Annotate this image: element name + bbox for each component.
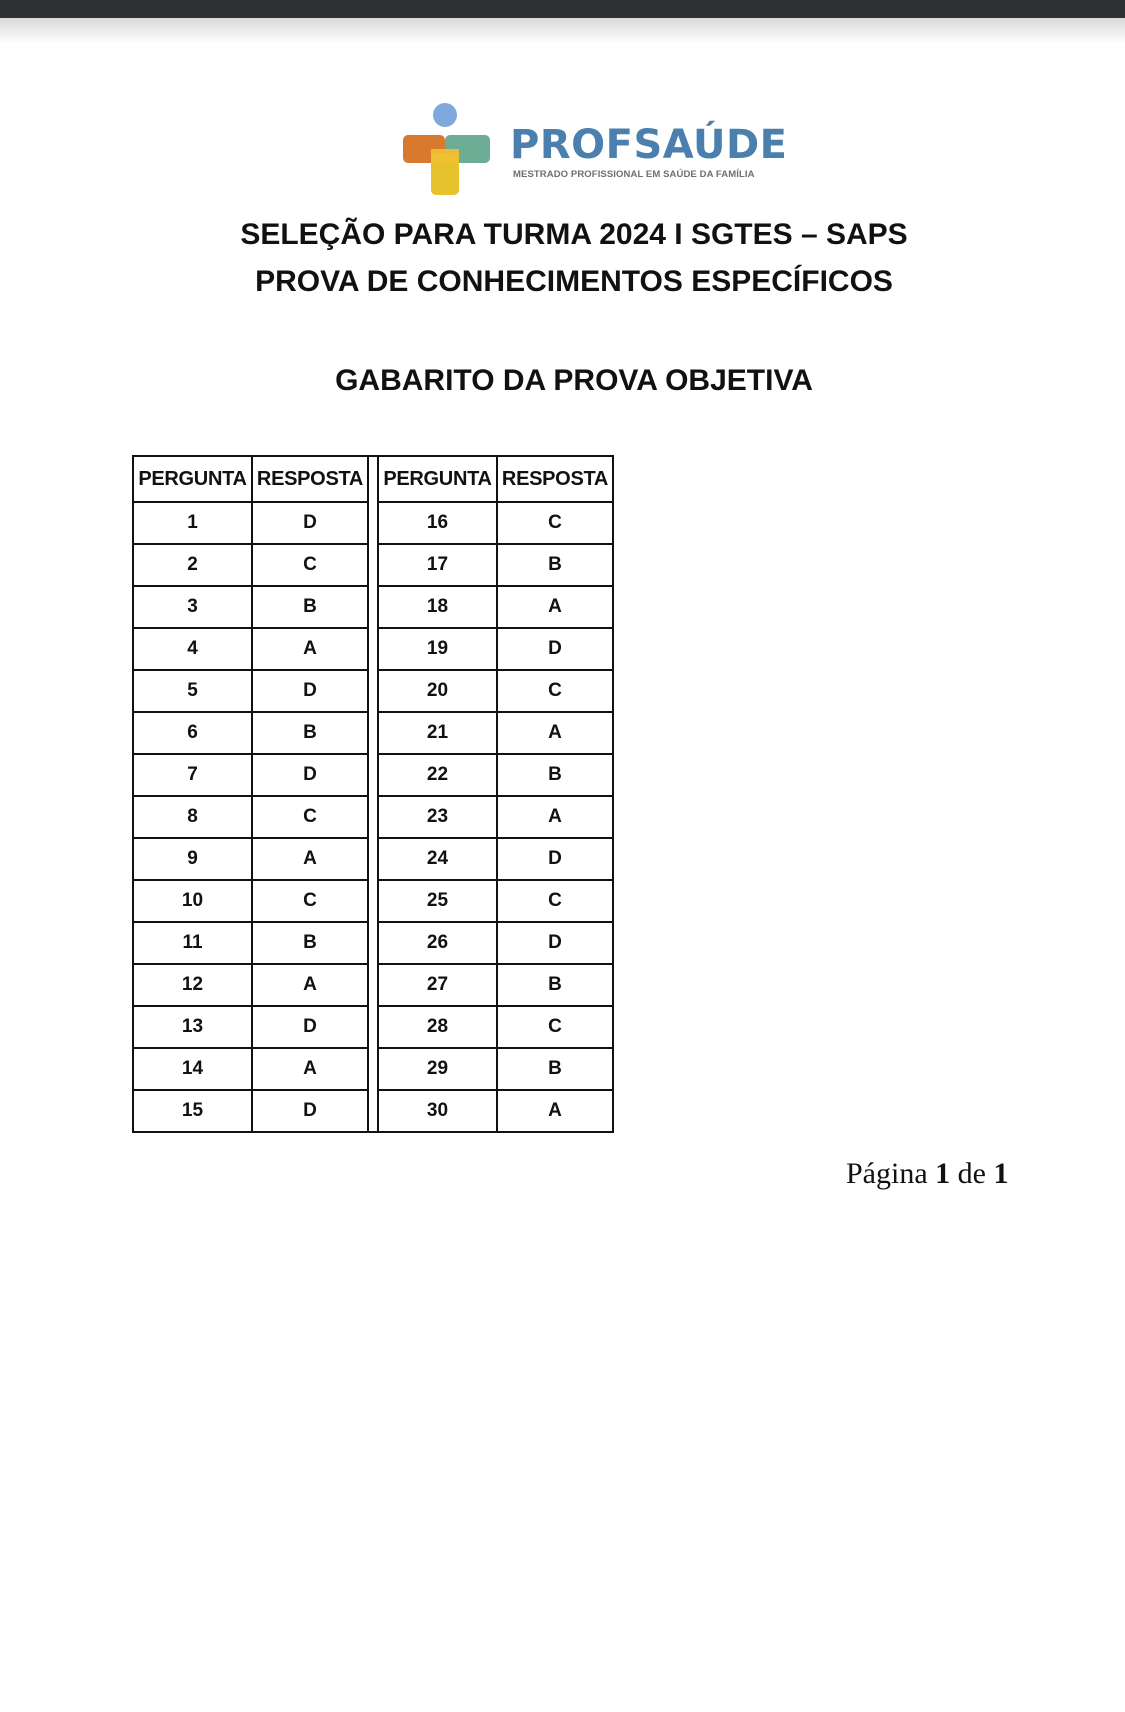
logo-dot: [433, 103, 457, 127]
answer-cell: D: [497, 922, 613, 964]
answer-cell: C: [497, 1006, 613, 1048]
question-cell: 14: [133, 1048, 252, 1090]
table-row: [133, 838, 613, 880]
profsaude-logo-icon: [400, 103, 492, 195]
question-cell: 1: [133, 502, 252, 544]
document-title-line2: PROVA DE CONHECIMENTOS ESPECÍFICOS: [255, 265, 893, 298]
answer-key-table: [132, 455, 614, 1133]
table-row: [133, 754, 613, 796]
logo-wordmark: PROFSAÚDE: [510, 122, 788, 168]
document-title-line1: SELEÇÃO PARA TURMA 2024 I SGTES – SAPS: [240, 218, 908, 251]
answer-cell: A: [252, 964, 368, 1006]
question-cell: 6: [133, 712, 252, 754]
total-pages: 1: [993, 1157, 1009, 1190]
question-cell: 22: [378, 754, 497, 796]
question-cell: 24: [378, 838, 497, 880]
answer-cell: B: [252, 712, 368, 754]
document-subtitle: GABARITO DA PROVA OBJETIVA: [335, 364, 813, 397]
question-cell: 12: [133, 964, 252, 1006]
header-question-left: PERGUNTA: [133, 456, 252, 502]
question-cell: 23: [378, 796, 497, 838]
answer-cell: A: [497, 796, 613, 838]
page-word: Página: [846, 1157, 928, 1190]
question-cell: 11: [133, 922, 252, 964]
question-cell: 28: [378, 1006, 497, 1048]
question-cell: 13: [133, 1006, 252, 1048]
answer-cell: D: [252, 670, 368, 712]
table-row: [133, 796, 613, 838]
table-row: [133, 880, 613, 922]
answer-cell: B: [252, 586, 368, 628]
answer-cell: A: [497, 586, 613, 628]
answer-cell: C: [497, 670, 613, 712]
answer-cell: B: [252, 922, 368, 964]
column-separator: [368, 796, 378, 838]
answer-cell: B: [497, 544, 613, 586]
question-cell: 16: [378, 502, 497, 544]
table-row: [133, 964, 613, 1006]
table-row: [133, 586, 613, 628]
question-cell: 19: [378, 628, 497, 670]
table-row: [133, 502, 613, 544]
header-question-right: PERGUNTA: [378, 456, 497, 502]
profsaude-logo: [400, 103, 788, 195]
question-cell: 26: [378, 922, 497, 964]
of-word: de: [957, 1157, 986, 1190]
question-cell: 5: [133, 670, 252, 712]
column-separator: [368, 838, 378, 880]
answer-cell: C: [252, 796, 368, 838]
answer-cell: B: [497, 964, 613, 1006]
question-cell: 27: [378, 964, 497, 1006]
column-separator: [368, 628, 378, 670]
question-cell: 18: [378, 586, 497, 628]
question-cell: 10: [133, 880, 252, 922]
answer-cell: D: [252, 1006, 368, 1048]
question-cell: 25: [378, 880, 497, 922]
answer-cell: B: [497, 754, 613, 796]
question-cell: 15: [133, 1090, 252, 1132]
column-separator: [368, 1006, 378, 1048]
table-row: [133, 1006, 613, 1048]
viewer-top-bar: [0, 0, 1125, 18]
question-cell: 8: [133, 796, 252, 838]
question-cell: 29: [378, 1048, 497, 1090]
answer-cell: C: [497, 880, 613, 922]
header-answer-left: RESPOSTA: [252, 456, 368, 502]
logo-center-block: [431, 149, 459, 163]
table-row: [133, 1090, 613, 1132]
question-cell: 30: [378, 1090, 497, 1132]
question-cell: 7: [133, 754, 252, 796]
column-separator: [368, 670, 378, 712]
column-separator: [368, 1048, 378, 1090]
column-separator: [368, 544, 378, 586]
answer-cell: A: [252, 628, 368, 670]
answer-cell: A: [252, 1048, 368, 1090]
answer-cell: A: [252, 838, 368, 880]
viewer-top-shadow: [0, 18, 1125, 44]
current-page: 1: [935, 1157, 951, 1190]
answer-cell: B: [497, 1048, 613, 1090]
question-cell: 2: [133, 544, 252, 586]
table-row: [133, 1048, 613, 1090]
answer-cell: C: [497, 502, 613, 544]
answer-cell: D: [497, 628, 613, 670]
answer-rows: [133, 502, 613, 1132]
question-cell: 21: [378, 712, 497, 754]
answer-cell: D: [252, 502, 368, 544]
answer-cell: D: [252, 754, 368, 796]
column-separator: [368, 456, 378, 502]
table-row: [133, 628, 613, 670]
answer-cell: D: [497, 838, 613, 880]
column-separator: [368, 712, 378, 754]
answer-cell: C: [252, 544, 368, 586]
column-separator: [368, 502, 378, 544]
column-separator: [368, 880, 378, 922]
header-answer-right: RESPOSTA: [497, 456, 613, 502]
table-row: [133, 712, 613, 754]
answer-cell: A: [497, 712, 613, 754]
table-row: [133, 922, 613, 964]
column-separator: [368, 586, 378, 628]
column-separator: [368, 754, 378, 796]
table-header-row: [133, 456, 613, 502]
question-cell: 4: [133, 628, 252, 670]
column-separator: [368, 922, 378, 964]
answer-cell: A: [497, 1090, 613, 1132]
question-cell: 17: [378, 544, 497, 586]
question-cell: 20: [378, 670, 497, 712]
page-number: [846, 1157, 1008, 1191]
table-row: [133, 544, 613, 586]
question-cell: 3: [133, 586, 252, 628]
column-separator: [368, 1090, 378, 1132]
answer-cell: D: [252, 1090, 368, 1132]
question-cell: 9: [133, 838, 252, 880]
answer-cell: C: [252, 880, 368, 922]
table-row: [133, 670, 613, 712]
column-separator: [368, 964, 378, 1006]
logo-tagline: MESTRADO PROFISSIONAL EM SAÚDE DA FAMÍLIA: [513, 169, 755, 180]
